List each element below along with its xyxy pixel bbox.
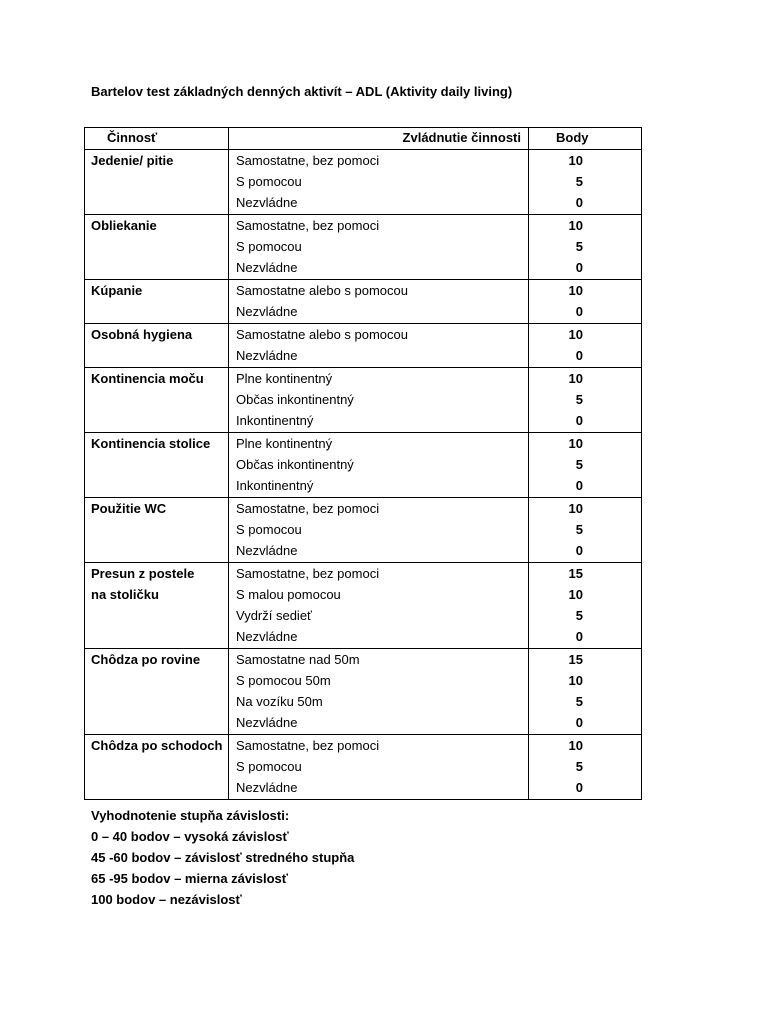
points-cell	[529, 563, 642, 649]
points-value: 10	[568, 218, 583, 233]
activity-label: Použitie WC	[91, 501, 167, 516]
points-value: 5	[575, 174, 583, 189]
option-label: Nezvládne	[236, 543, 298, 558]
adl-table	[84, 127, 642, 800]
options-cell	[229, 150, 529, 215]
options-cell	[229, 563, 529, 649]
option-label: Samostatne, bez pomoci	[236, 218, 380, 233]
table-row	[85, 563, 642, 649]
option-label: Nezvládne	[236, 715, 298, 730]
header-activity: Činnosť	[85, 128, 229, 150]
table-row	[85, 735, 642, 800]
activity-cell	[85, 498, 229, 563]
activity-cell	[85, 280, 229, 324]
points-cell	[529, 433, 642, 498]
points-value: 10	[568, 283, 583, 298]
activity-label: Chôdza po schodoch	[91, 738, 223, 753]
points-value: 0	[575, 260, 583, 275]
points-cell	[529, 150, 642, 215]
activity-cell	[85, 368, 229, 433]
option-label: Plne kontinentný	[236, 436, 333, 451]
table-row	[85, 324, 642, 368]
points-cell	[529, 368, 642, 433]
points-value: 0	[575, 195, 583, 210]
points-cell	[529, 498, 642, 563]
options-cell	[229, 280, 529, 324]
activity-label: Kúpanie	[91, 283, 143, 298]
table-row	[85, 433, 642, 498]
option-label: Samostatne, bez pomoci	[236, 501, 380, 516]
option-label: Nezvládne	[236, 780, 298, 795]
option-label: Samostatne alebo s pomocou	[236, 283, 408, 298]
points-value: 0	[575, 304, 583, 319]
points-value: 0	[575, 780, 583, 795]
activity-label: Obliekanie	[91, 218, 157, 233]
points-value: 10	[568, 673, 583, 688]
points-cell	[529, 324, 642, 368]
activity-label: Chôdza po rovine	[91, 652, 201, 667]
option-label: Plne kontinentný	[236, 371, 333, 386]
points-value: 5	[575, 392, 583, 407]
option-label: Samostatne nad 50m	[236, 652, 360, 667]
option-label: Inkontinentný	[236, 478, 314, 493]
option-label: S pomocou	[236, 239, 302, 254]
option-label: Samostatne, bez pomoci	[236, 566, 380, 581]
header-ability: Zvládnutie činnosti	[229, 128, 529, 150]
table-row	[85, 498, 642, 563]
activity-label: na stoličku	[91, 587, 159, 602]
option-label: Samostatne alebo s pomocou	[236, 327, 408, 342]
points-value: 0	[575, 348, 583, 363]
points-value: 10	[568, 371, 583, 386]
points-value: 10	[568, 738, 583, 753]
points-cell	[529, 280, 642, 324]
points-value: 10	[568, 587, 583, 602]
points-cell	[529, 649, 642, 735]
points-value: 0	[575, 413, 583, 428]
points-value: 5	[575, 239, 583, 254]
document-title: Bartelov test základných denných aktivít – ADL (Aktivity daily living)	[91, 84, 513, 99]
activity-cell	[85, 735, 229, 800]
activity-label: Jedenie/ pitie	[91, 153, 174, 168]
option-label: Nezvládne	[236, 195, 298, 210]
points-value: 5	[575, 759, 583, 774]
option-label: S pomocou	[236, 522, 302, 537]
table-row	[85, 215, 642, 280]
activity-cell	[85, 563, 229, 649]
evaluation-line: 45 -60 bodov – závislosť stredného stupňa	[91, 850, 355, 865]
points-value: 10	[568, 436, 583, 451]
points-value: 0	[575, 715, 583, 730]
option-label: S pomocou	[236, 174, 302, 189]
activity-cell	[85, 324, 229, 368]
options-cell	[229, 498, 529, 563]
option-label: Nezvládne	[236, 304, 298, 319]
points-value: 5	[575, 522, 583, 537]
option-label: Občas inkontinentný	[236, 392, 354, 407]
evaluation-line: 0 – 40 bodov – vysoká závislosť	[91, 829, 289, 844]
option-label: Nezvládne	[236, 260, 298, 275]
points-value: 0	[575, 478, 583, 493]
activity-label: Kontinencia stolice	[91, 436, 211, 451]
option-label: Vydrží sedieť	[236, 608, 312, 623]
option-label: Samostatne, bez pomoci	[236, 153, 380, 168]
evaluation-line: 100 bodov – nezávislosť	[91, 892, 242, 907]
points-cell	[529, 215, 642, 280]
evaluation-heading: Vyhodnotenie stupňa závislosti:	[91, 808, 290, 823]
options-cell	[229, 735, 529, 800]
activity-label: Osobná hygiena	[91, 327, 193, 342]
option-label: S pomocou	[236, 759, 302, 774]
activity-cell	[85, 649, 229, 735]
points-value: 5	[575, 694, 583, 709]
options-cell	[229, 215, 529, 280]
option-label: Samostatne, bez pomoci	[236, 738, 380, 753]
option-label: Nezvládne	[236, 629, 298, 644]
option-label: Nezvládne	[236, 348, 298, 363]
activity-label: Presun z postele	[91, 566, 195, 581]
table-row	[85, 280, 642, 324]
options-cell	[229, 324, 529, 368]
activity-cell	[85, 150, 229, 215]
option-label: Občas inkontinentný	[236, 457, 354, 472]
option-label: S pomocou 50m	[236, 673, 331, 688]
activity-cell	[85, 433, 229, 498]
header-points: Body	[529, 128, 642, 150]
activity-cell	[85, 215, 229, 280]
table-header-row	[85, 128, 642, 150]
table-row	[85, 150, 642, 215]
table-row	[85, 649, 642, 735]
option-label: S malou pomocou	[236, 587, 341, 602]
options-cell	[229, 433, 529, 498]
options-cell	[229, 368, 529, 433]
option-label: Na vozíku 50m	[236, 694, 323, 709]
points-value: 15	[568, 652, 583, 667]
table-body	[85, 150, 642, 800]
points-value: 0	[575, 629, 583, 644]
points-value: 10	[568, 153, 583, 168]
table-row	[85, 368, 642, 433]
options-cell	[229, 649, 529, 735]
points-cell	[529, 735, 642, 800]
evaluation-line: 65 -95 bodov – mierna závislosť	[91, 871, 288, 886]
points-value: 0	[575, 543, 583, 558]
points-value: 10	[568, 501, 583, 516]
option-label: Inkontinentný	[236, 413, 314, 428]
evaluation-section	[91, 806, 354, 911]
activity-label: Kontinencia moču	[91, 371, 204, 386]
points-value: 10	[568, 327, 583, 342]
points-value: 15	[568, 566, 583, 581]
points-value: 5	[575, 457, 583, 472]
points-value: 5	[575, 608, 583, 623]
